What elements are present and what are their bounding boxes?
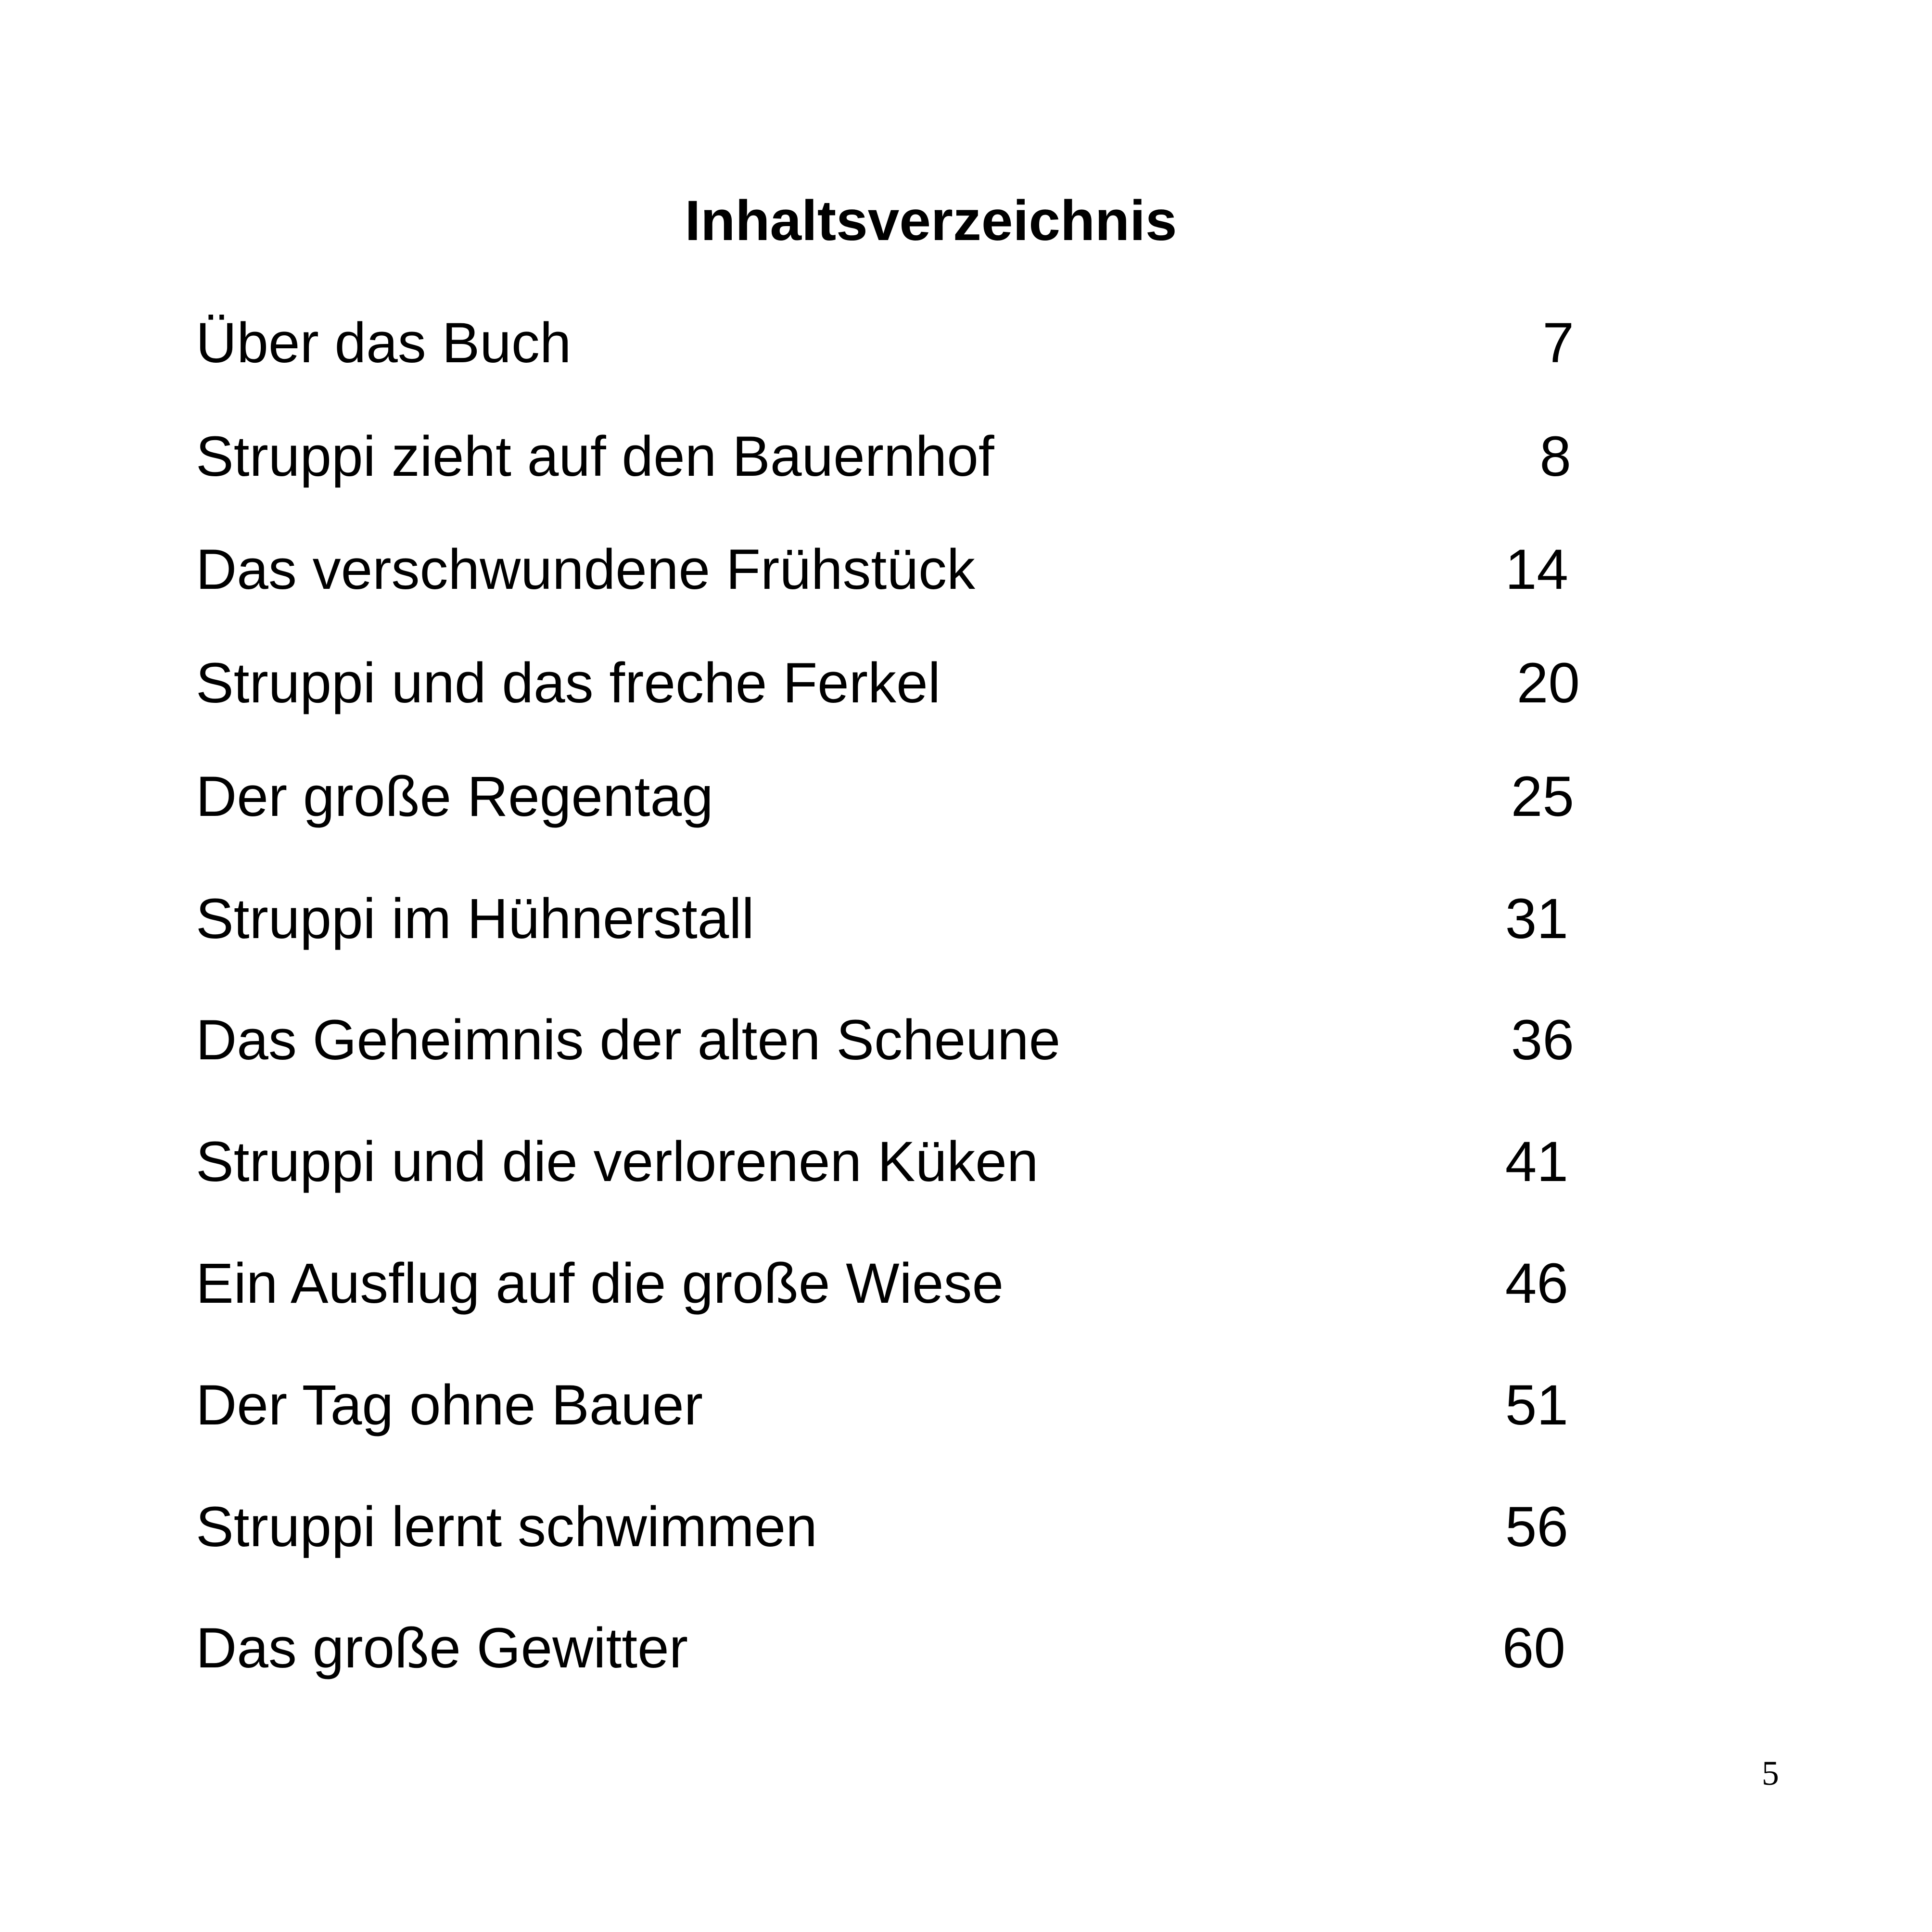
toc-entry-title: Struppi zieht auf den Bauernhof <box>196 425 994 488</box>
toc-entry-title: Das verschwundene Frühstück <box>196 538 975 601</box>
toc-entry <box>0 309 1932 377</box>
toc-entry-page: 51 <box>1505 1373 1568 1437</box>
toc-entry <box>0 1372 1932 1439</box>
toc-entry-page: 41 <box>1505 1130 1568 1194</box>
toc-entry-title: Das große Gewitter <box>196 1616 688 1680</box>
toc-entry-title: Struppi lernt schwimmen <box>196 1495 817 1559</box>
toc-entry-page: 20 <box>1516 651 1580 715</box>
toc-entry <box>0 1128 1932 1195</box>
toc-entry <box>0 1493 1932 1561</box>
toc-entry <box>0 885 1932 953</box>
page-title: Inhaltsverzeichnis <box>685 189 1177 253</box>
toc-entry-page: 36 <box>1511 1008 1574 1072</box>
toc-entry-title: Das Geheimnis der alten Scheune <box>196 1008 1061 1072</box>
toc-entry <box>0 423 1932 490</box>
toc-entry-title: Struppi und die verlorenen Küken <box>196 1130 1039 1194</box>
toc-entry <box>0 1006 1932 1074</box>
toc-entry-title: Struppi im Hühnerstall <box>196 887 754 951</box>
toc-entry-page: 46 <box>1505 1252 1568 1315</box>
toc-entry-page: 56 <box>1505 1495 1568 1559</box>
toc-entry-title: Struppi und das freche Ferkel <box>196 651 941 715</box>
toc-entry-page: 60 <box>1502 1616 1565 1680</box>
toc-entry <box>0 536 1932 603</box>
toc-entry-page: 25 <box>1511 765 1574 828</box>
toc-entry-title: Der große Regentag <box>196 765 713 828</box>
toc-entry-page: 14 <box>1505 538 1568 601</box>
toc-entry <box>0 649 1932 717</box>
toc-entry-title: Über das Buch <box>196 311 572 375</box>
toc-entry <box>0 1614 1932 1682</box>
toc-entry-title: Der Tag ohne Bauer <box>196 1373 703 1437</box>
toc-entry <box>0 763 1932 830</box>
toc-entry <box>0 1250 1932 1317</box>
toc-entry-page: 8 <box>1539 425 1571 488</box>
toc-entry-page: 7 <box>1542 311 1574 375</box>
toc-entry-title: Ein Ausflug auf die große Wiese <box>196 1252 1004 1315</box>
toc-entry-page: 31 <box>1505 887 1568 951</box>
page-number: 5 <box>1762 1754 1779 1792</box>
